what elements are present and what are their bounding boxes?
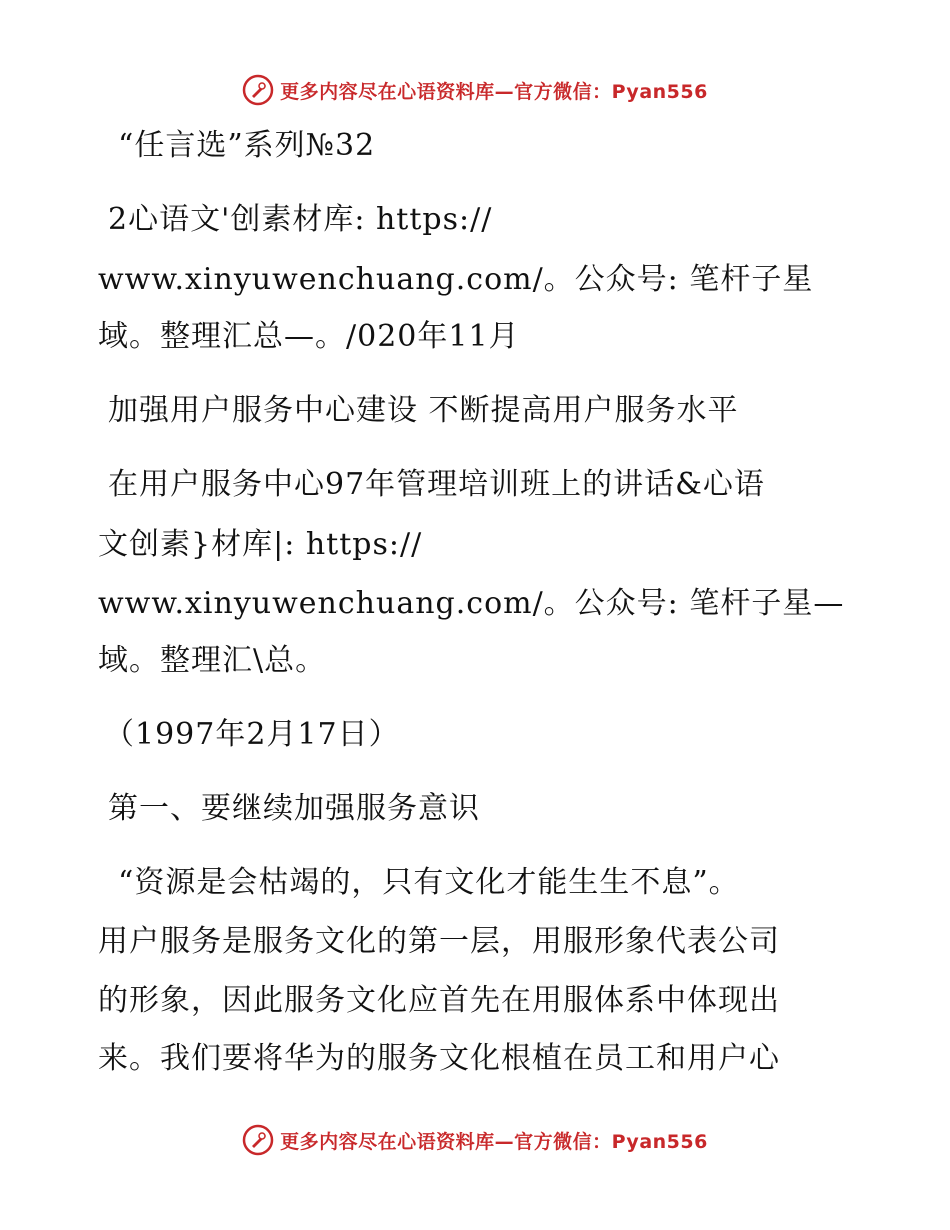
- source-line-2: www.xinyuwenchuang.com/。公众号: 笔杆子星: [98, 262, 814, 297]
- speech-subtitle-line-1: 在用户服务中心97年管理培训班上的讲话&心语: [108, 467, 765, 502]
- source-line-3: 域。整理汇总—。/020年11月: [98, 319, 520, 354]
- source-line-1: 2心语文'创素材库: https://: [108, 202, 493, 237]
- body-line-2: 用户服务是服务文化的第一层，用服形象代表公司: [98, 924, 780, 959]
- speech-subtitle-line-4: 域。整理汇\总。: [98, 643, 327, 678]
- footer-banner-text: 更多内容尽在心语资料库—官方微信：Pyan556: [280, 1130, 708, 1153]
- body-line-3: 的形象，因此服务文化应首先在用服体系中体现出: [98, 983, 780, 1018]
- speech-date: （1997年2月17日）: [104, 717, 400, 752]
- speech-subtitle-line-2: 文创素}材库|: https://: [98, 527, 423, 562]
- header-banner-text: 更多内容尽在心语资料库—官方微信：Pyan556: [280, 80, 708, 103]
- pen-logo-icon: [242, 74, 274, 106]
- body-line-4: 来。我们要将华为的服务文化根植在员工和用户心: [98, 1041, 780, 1076]
- pen-logo-icon: [242, 1124, 274, 1156]
- speech-title: 加强用户服务中心建设 不断提高用户服务水平: [108, 393, 739, 428]
- series-title: “任言选”系列№32: [118, 128, 376, 163]
- header-banner: [0, 70, 950, 110]
- speech-subtitle-line-3: www.xinyuwenchuang.com/。公众号: 笔杆子星—: [98, 586, 845, 621]
- footer-banner: [0, 1120, 950, 1160]
- body-line-1: “资源是会枯竭的，只有文化才能生生不息”。: [118, 865, 740, 900]
- section-heading: 第一、要继续加强服务意识: [108, 791, 480, 826]
